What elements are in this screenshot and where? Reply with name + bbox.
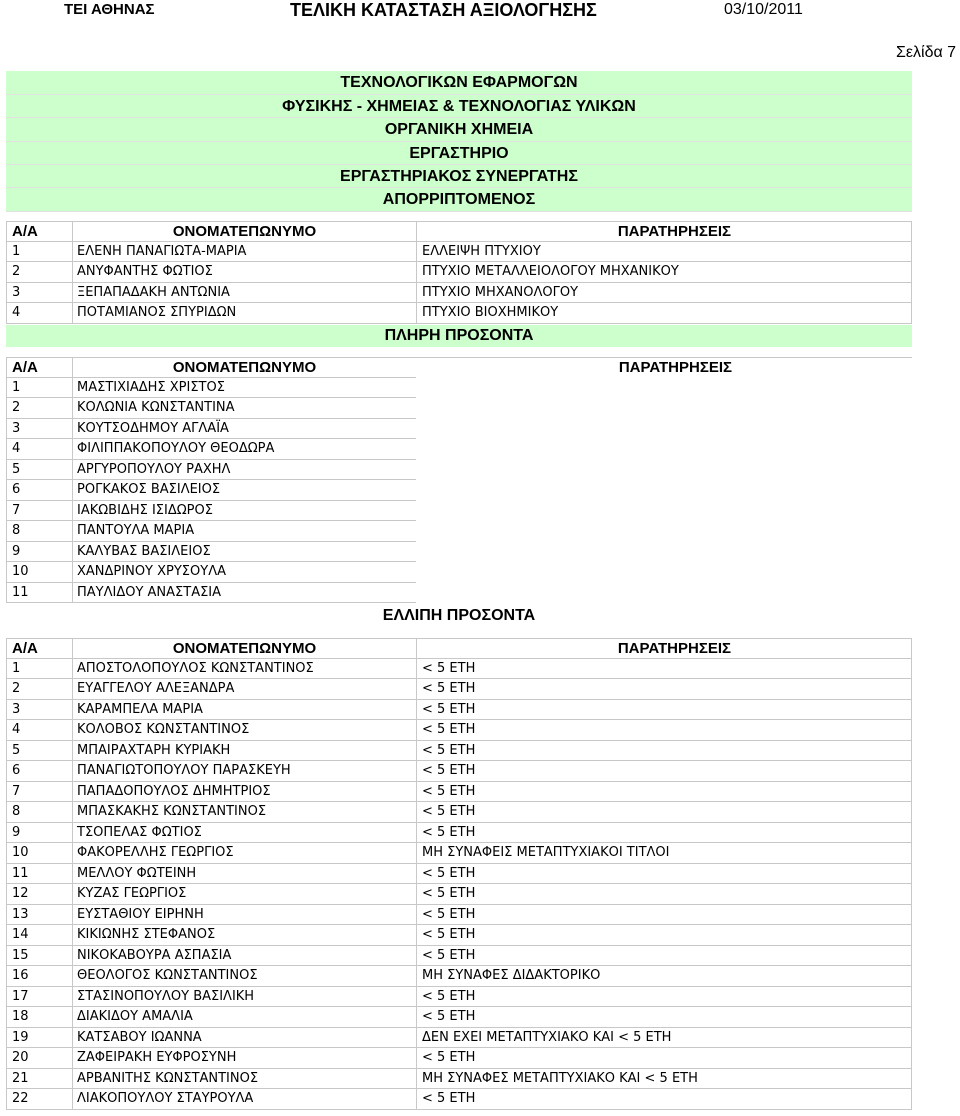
- row-name: ΜΕΛΛΟΥ ΦΩΤΕΙΝΗ: [72, 864, 416, 885]
- row-number: 1: [6, 378, 72, 399]
- header-aa: Α/Α: [6, 638, 72, 659]
- row-number: 14: [6, 925, 72, 946]
- table-row: [6, 303, 912, 324]
- table-row: [6, 521, 912, 542]
- row-name: ΜΑΣΤΙΧΙΑΔΗΣ ΧΡΙΣΤΟΣ: [72, 378, 416, 399]
- row-number: 1: [6, 659, 72, 680]
- row-number: 6: [6, 761, 72, 782]
- table-header-row: [6, 638, 912, 659]
- table-row: [6, 1069, 912, 1090]
- row-name: ΡΟΓΚΑΚΟΣ ΒΑΣΙΛΕΙΟΣ: [72, 480, 416, 501]
- table-row: [6, 761, 912, 782]
- row-notes: < 5 ΕΤΗ: [416, 946, 912, 967]
- row-notes: < 5 ΕΤΗ: [416, 720, 912, 741]
- row-name: ΠΑΠΑΔΟΠΟΥΛΟΣ ΔΗΜΗΤΡΙΟΣ: [72, 782, 416, 803]
- row-name: ΑΡΒΑΝΙΤΗΣ ΚΩΝΣΤΑΝΤΙΝΟΣ: [72, 1069, 416, 1090]
- table-header-row: [6, 221, 912, 242]
- header-aa: Α/Α: [6, 357, 72, 378]
- table-row: [6, 542, 912, 563]
- row-number: 20: [6, 1048, 72, 1069]
- row-number: 12: [6, 884, 72, 905]
- band-status: ΑΠΟΡΡΙΠΤΟΜΕΝΟΣ: [6, 188, 912, 212]
- row-name: ΙΑΚΩΒΙΔΗΣ ΙΣΙΔΩΡΟΣ: [72, 501, 416, 522]
- row-name: ΞΕΠΑΠΑΔΑΚΗ ΑΝΤΩΝΙΑ: [72, 283, 416, 304]
- row-name: ΖΑΦΕΙΡΑΚΗ ΕΥΦΡΟΣΥΝΗ: [72, 1048, 416, 1069]
- rejected-table: [6, 221, 912, 324]
- row-name: ΚΑΛΥΒΑΣ ΒΑΣΙΛΕΙΟΣ: [72, 542, 416, 563]
- row-notes: < 5 ΕΤΗ: [416, 1048, 912, 1069]
- table-row: [6, 398, 912, 419]
- row-notes: < 5 ΕΤΗ: [416, 700, 912, 721]
- row-notes: ΕΛΛΕΙΨΗ ΠΤΥΧΙΟΥ: [416, 242, 912, 263]
- row-notes: < 5 ΕΤΗ: [416, 884, 912, 905]
- row-notes: [416, 501, 912, 522]
- table-row: [6, 439, 912, 460]
- row-number: 4: [6, 720, 72, 741]
- row-notes: [416, 460, 912, 481]
- row-notes: < 5 ΕΤΗ: [416, 741, 912, 762]
- row-notes: ΜΗ ΣΥΝΑΦΕΣ ΔΙΔΑΚΤΟΡΙΚΟ: [416, 966, 912, 987]
- row-number: 13: [6, 905, 72, 926]
- row-notes: < 5 ΕΤΗ: [416, 659, 912, 680]
- row-notes: [416, 480, 912, 501]
- row-name: ΠΟΤΑΜΙΑΝΟΣ ΣΠΥΡΙΔΩΝ: [72, 303, 416, 324]
- table-row: [6, 741, 912, 762]
- row-number: 1: [6, 242, 72, 263]
- row-name: ΚΑΤΣΑΒΟΥ ΙΩΑΝΝΑ: [72, 1028, 416, 1049]
- row-notes: < 5 ΕΤΗ: [416, 782, 912, 803]
- row-name: ΤΣΟΠΕΛΑΣ ΦΩΤΙΟΣ: [72, 823, 416, 844]
- row-name: ΠΑΝΑΓΙΩΤΟΠΟΥΛΟΥ ΠΑΡΑΣΚΕΥΗ: [72, 761, 416, 782]
- row-notes: < 5 ΕΤΗ: [416, 1089, 912, 1110]
- page-number: Σελίδα 7: [896, 44, 957, 61]
- header-notes: ΠΑΡΑΤΗΡΗΣΕΙΣ: [416, 221, 912, 242]
- row-name: ΝΙΚΟΚΑΒΟΥΡΑ ΑΣΠΑΣΙΑ: [72, 946, 416, 967]
- row-number: 16: [6, 966, 72, 987]
- table-row: [6, 720, 912, 741]
- full-qualifications-title: ΠΛΗΡΗ ΠΡΟΣΟΝΤΑ: [6, 325, 912, 347]
- row-number: 11: [6, 864, 72, 885]
- row-notes: [416, 398, 912, 419]
- table-row: [6, 583, 912, 604]
- row-name: ΚΙΚΙΩΝΗΣ ΣΤΕΦΑΝΟΣ: [72, 925, 416, 946]
- header-name: ΟΝΟΜΑΤΕΠΩΝΥΜΟ: [72, 221, 416, 242]
- partial-qualifications-title: ΕΛΛΙΠΗ ΠΡΟΣΟΝΤΑ: [382, 607, 536, 624]
- header-aa: Α/Α: [6, 221, 72, 242]
- row-number: 15: [6, 946, 72, 967]
- row-notes: < 5 ΕΤΗ: [416, 802, 912, 823]
- band-school: ΤΕΧΝΟΛΟΓΙΚΩΝ ΕΦΑΡΜΟΓΩΝ: [6, 71, 912, 95]
- row-notes: ΠΤΥΧΙΟ ΜΗΧΑΝΟΛΟΓΟΥ: [416, 283, 912, 304]
- table-row: [6, 262, 912, 283]
- row-notes: [416, 521, 912, 542]
- table-row: [6, 378, 912, 399]
- table-row: [6, 966, 912, 987]
- row-number: 4: [6, 303, 72, 324]
- table-row: [6, 242, 912, 263]
- row-notes: < 5 ΕΤΗ: [416, 1007, 912, 1028]
- table-row: [6, 1048, 912, 1069]
- table-row: [6, 925, 912, 946]
- row-notes: [416, 378, 912, 399]
- table-row: [6, 419, 912, 440]
- row-name: ΛΙΑΚΟΠΟΥΛΟΥ ΣΤΑΥΡΟΥΛΑ: [72, 1089, 416, 1110]
- row-number: 9: [6, 823, 72, 844]
- table-row: [6, 802, 912, 823]
- row-notes: ΠΤΥΧΙΟ ΜΕΤΑΛΛΕΙΟΛΟΓΟΥ ΜΗΧΑΝΙΚΟΥ: [416, 262, 912, 283]
- row-number: 5: [6, 460, 72, 481]
- full-qualifications-table: [6, 357, 912, 603]
- row-notes: < 5 ΕΤΗ: [416, 679, 912, 700]
- row-name: ΦΑΚΟΡΕΛΛΗΣ ΓΕΩΡΓΙΟΣ: [72, 843, 416, 864]
- table-row: [6, 562, 912, 583]
- row-number: 21: [6, 1069, 72, 1090]
- row-name: ΜΠΑΙΡΑΧΤΑΡΗ ΚΥΡΙΑΚΗ: [72, 741, 416, 762]
- row-number: 19: [6, 1028, 72, 1049]
- table-row: [6, 843, 912, 864]
- row-name: ΔΙΑΚΙΔΟΥ ΑΜΑΛΙΑ: [72, 1007, 416, 1028]
- row-number: 6: [6, 480, 72, 501]
- row-number: 22: [6, 1089, 72, 1110]
- row-notes: ΠΤΥΧΙΟ ΒΙΟΧΗΜΙΚΟΥ: [416, 303, 912, 324]
- row-name: ΕΛΕΝΗ ΠΑΝΑΓΙΩΤΑ-ΜΑΡΙΑ: [72, 242, 416, 263]
- row-number: 4: [6, 439, 72, 460]
- row-name: ΦΙΛΙΠΠΑΚΟΠΟΥΛΟΥ ΘΕΟΔΩΡΑ: [72, 439, 416, 460]
- row-name: ΧΑΝΔΡΙΝΟΥ ΧΡΥΣΟΥΛΑ: [72, 562, 416, 583]
- row-number: 3: [6, 283, 72, 304]
- row-number: 2: [6, 398, 72, 419]
- header-notes: ΠΑΡΑΤΗΡΗΣΕΙΣ: [416, 638, 912, 659]
- row-notes: < 5 ΕΤΗ: [416, 823, 912, 844]
- table-row: [6, 700, 912, 721]
- row-name: ΘΕΟΛΟΓΟΣ ΚΩΝΣΤΑΝΤΙΝΟΣ: [72, 966, 416, 987]
- table-row: [6, 1089, 912, 1110]
- row-notes: ΔΕΝ ΕΧΕΙ ΜΕΤΑΠΤΥΧΙΑΚΟ ΚΑΙ < 5 ΕΤΗ: [416, 1028, 912, 1049]
- row-number: 2: [6, 679, 72, 700]
- table-row: [6, 1028, 912, 1049]
- row-notes: ΜΗ ΣΥΝΑΦΕΙΣ ΜΕΤΑΠΤΥΧΙΑΚΟΙ ΤΙΤΛΟΙ: [416, 843, 912, 864]
- row-notes: [416, 439, 912, 460]
- row-number: 10: [6, 562, 72, 583]
- row-notes: < 5 ΕΤΗ: [416, 905, 912, 926]
- row-name: ΣΤΑΣΙΝΟΠΟΥΛΟΥ ΒΑΣΙΛΙΚΗ: [72, 987, 416, 1008]
- band-course-type: ΕΡΓΑΣΤΗΡΙΟ: [6, 142, 912, 165]
- table-row: [6, 679, 912, 700]
- row-name: ΕΥΑΓΓΕΛΟΥ ΑΛΕΞΑΝΔΡΑ: [72, 679, 416, 700]
- table-row: [6, 823, 912, 844]
- row-number: 2: [6, 262, 72, 283]
- row-number: 5: [6, 741, 72, 762]
- table-row: [6, 782, 912, 803]
- table-row: [6, 864, 912, 885]
- row-name: ΑΡΓΥΡΟΠΟΥΛΟΥ ΡΑΧΗΛ: [72, 460, 416, 481]
- row-notes: < 5 ΕΤΗ: [416, 987, 912, 1008]
- page-header: [0, 0, 960, 22]
- row-name: ΑΠΟΣΤΟΛΟΠΟΥΛΟΣ ΚΩΝΣΤΑΝΤΙΝΟΣ: [72, 659, 416, 680]
- band-position: ΕΡΓΑΣΤΗΡΙΑΚΟΣ ΣΥΝΕΡΓΑΤΗΣ: [6, 165, 912, 188]
- report-date: 03/10/2011: [724, 1, 803, 18]
- row-name: ΚΟΥΤΣΟΔΗΜΟΥ ΑΓΛΑΪΑ: [72, 419, 416, 440]
- row-name: ΚΟΛΩΝΙΑ ΚΩΝΣΤΑΝΤΙΝΑ: [72, 398, 416, 419]
- row-number: 18: [6, 1007, 72, 1028]
- row-number: 7: [6, 501, 72, 522]
- table-row: [6, 501, 912, 522]
- row-notes: [416, 562, 912, 583]
- table-row: [6, 884, 912, 905]
- row-number: 10: [6, 843, 72, 864]
- row-notes: < 5 ΕΤΗ: [416, 864, 912, 885]
- row-name: ΑΝΥΦΑΝΤΗΣ ΦΩΤΙΟΣ: [72, 262, 416, 283]
- table-row: [6, 460, 912, 481]
- row-notes: [416, 542, 912, 563]
- row-notes: < 5 ΕΤΗ: [416, 925, 912, 946]
- table-row: [6, 659, 912, 680]
- row-number: 11: [6, 583, 72, 604]
- row-name: ΚΑΡΑΜΠΕΛΑ ΜΑΡΙΑ: [72, 700, 416, 721]
- header-name: ΟΝΟΜΑΤΕΠΩΝΥΜΟ: [72, 357, 416, 378]
- row-notes: [416, 583, 912, 604]
- table-header-row: [6, 357, 912, 378]
- table-row: [6, 987, 912, 1008]
- row-name: ΠΑΝΤΟΥΛΑ ΜΑΡΙΑ: [72, 521, 416, 542]
- row-name: ΜΠΑΣΚΑΚΗΣ ΚΩΝΣΤΑΝΤΙΝΟΣ: [72, 802, 416, 823]
- row-name: ΠΑΥΛΙΔΟΥ ΑΝΑΣΤΑΣΙΑ: [72, 583, 416, 604]
- row-name: ΚΟΛΟΒΟΣ ΚΩΝΣΤΑΝΤΙΝΟΣ: [72, 720, 416, 741]
- table-row: [6, 946, 912, 967]
- table-row: [6, 283, 912, 304]
- band-department: ΦΥΣΙΚΗΣ - ΧΗΜΕΙΑΣ & ΤΕΧΝΟΛΟΓΙΑΣ ΥΛΙΚΩΝ: [6, 95, 912, 118]
- header-notes: ΠΑΡΑΤΗΡΗΣΕΙΣ: [416, 357, 912, 378]
- row-name: ΚΥΖΑΣ ΓΕΩΡΓΙΟΣ: [72, 884, 416, 905]
- row-number: 17: [6, 987, 72, 1008]
- band-subject: ΟΡΓΑΝΙΚΗ ΧΗΜΕΙΑ: [6, 118, 912, 142]
- org-name: ΤΕΙ ΑΘΗΝΑΣ: [64, 1, 155, 18]
- table-row: [6, 1007, 912, 1028]
- row-notes: ΜΗ ΣΥΝΑΦΕΣ ΜΕΤΑΠΤΥΧΙΑΚΟ ΚΑΙ < 5 ΕΤΗ: [416, 1069, 912, 1090]
- row-number: 3: [6, 700, 72, 721]
- partial-qualifications-table: [6, 638, 912, 1110]
- row-number: 7: [6, 782, 72, 803]
- row-notes: [416, 419, 912, 440]
- table-row: [6, 905, 912, 926]
- header-name: ΟΝΟΜΑΤΕΠΩΝΥΜΟ: [72, 638, 416, 659]
- row-number: 8: [6, 521, 72, 542]
- report-title: ΤΕΛΙΚΗ ΚΑΤΑΣΤΑΣΗ ΑΞΙΟΛΟΓΗΣΗΣ: [290, 0, 597, 20]
- row-name: ΕΥΣΤΑΘΙΟΥ ΕΙΡΗΝΗ: [72, 905, 416, 926]
- row-number: 8: [6, 802, 72, 823]
- row-notes: < 5 ΕΤΗ: [416, 761, 912, 782]
- table-row: [6, 480, 912, 501]
- row-number: 3: [6, 419, 72, 440]
- row-number: 9: [6, 542, 72, 563]
